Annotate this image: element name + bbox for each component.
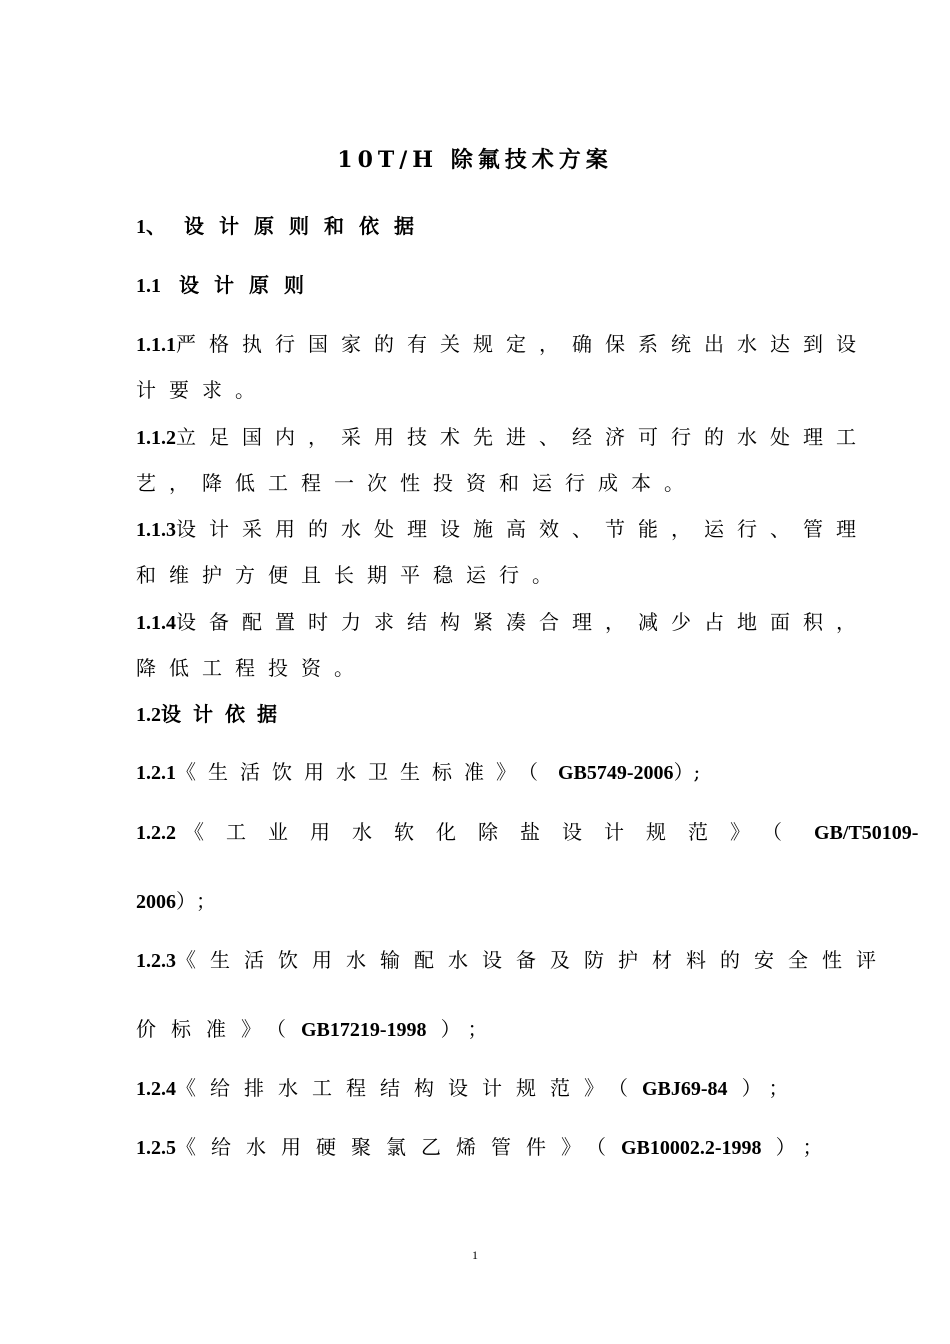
section-1-2-title: 设计依据 <box>161 702 289 726</box>
reference-1-text: 《生活饮用水卫生标准》（ <box>176 760 550 784</box>
reference-4-code: GBJ69-84 <box>642 1078 728 1100</box>
principle-2-text-1: 立足国内，采用技术先进、经济可行的水处理工 <box>176 425 869 449</box>
document-title: 10T/H 除氟技术方案 <box>337 147 613 173</box>
reference-2 <box>136 817 918 848</box>
principle-2-line-2 <box>136 468 697 498</box>
principle-1-text-1: 严格执行国家的有关规定，确保系统出水达到设 <box>176 332 869 356</box>
reference-3-end: ）； <box>440 1017 505 1041</box>
section-1-title: 设计原则和依据 <box>184 214 429 238</box>
reference-2-number: 1.2.2 <box>136 822 176 844</box>
section-1-2-number: 1.2 <box>136 704 161 726</box>
section-1-1-title: 设计原则 <box>179 273 319 297</box>
reference-3-code: GB17219-1998 <box>301 1019 427 1041</box>
reference-1-number: 1.2.1 <box>136 762 176 784</box>
principle-4-text-1: 设备配置时力求结构紧凑合理，减少占地面积， <box>176 610 869 634</box>
reference-1-end: ）; <box>673 760 701 784</box>
principle-4-text-2: 降低工程投资。 <box>136 656 367 680</box>
principle-2-line-1 <box>136 422 869 453</box>
reference-3-number: 1.2.3 <box>136 950 176 972</box>
reference-3-continued <box>136 1014 505 1045</box>
reference-4-text: 《给排水工程结构设计规范》（ <box>176 1076 642 1100</box>
principle-3-text-1: 设计采用的水处理设施高效、节能，运行、管理 <box>176 517 869 541</box>
principle-1-number: 1.1.1 <box>136 334 176 356</box>
principle-4-line-1 <box>136 607 869 638</box>
principle-3-number: 1.1.3 <box>136 519 176 541</box>
reference-2-text: 《工业用水软化除盐设计规范》（ <box>184 820 804 844</box>
reference-4-end: ）； <box>741 1076 806 1100</box>
reference-3 <box>136 945 890 976</box>
principle-1-line-2 <box>136 375 268 405</box>
section-1-2-heading <box>136 699 289 730</box>
principle-3-text-2: 和维护方便且长期平稳运行。 <box>136 563 565 587</box>
reference-2-end: ）； <box>176 889 226 913</box>
reference-5-code: GB10002.2-1998 <box>621 1137 762 1159</box>
reference-2-continued <box>136 886 226 917</box>
reference-5-end: ）； <box>775 1135 840 1159</box>
reference-1-code: GB5749-2006 <box>558 762 674 784</box>
section-1-number: 1、 <box>136 216 166 238</box>
section-1-1-heading <box>136 270 319 301</box>
reference-1 <box>136 757 700 788</box>
principle-2-text-2: 艺，降低工程一次性投资和运行成本。 <box>136 471 697 495</box>
principle-2-number: 1.1.2 <box>136 427 176 449</box>
reference-2-code: GB/T50109- <box>814 822 919 844</box>
principle-1-text-2: 计要求。 <box>136 378 268 402</box>
reference-2-code-continued: 2006 <box>136 891 176 913</box>
principle-3-line-2 <box>136 560 565 590</box>
reference-5-number: 1.2.5 <box>136 1137 176 1159</box>
reference-5-text: 《给水用硬聚氯乙烯管件》（ <box>176 1135 621 1159</box>
principle-1-line-1 <box>136 329 869 360</box>
reference-4-number: 1.2.4 <box>136 1078 176 1100</box>
page-number: 1 <box>472 1248 478 1262</box>
reference-5 <box>136 1132 840 1163</box>
reference-3-text: 《生活饮用水输配水设备及防护材料的安全性评 <box>176 948 890 972</box>
principle-4-line-2 <box>136 653 367 683</box>
section-1-1-number: 1.1 <box>136 275 161 297</box>
reference-4 <box>136 1073 806 1104</box>
principle-4-number: 1.1.4 <box>136 612 176 634</box>
principle-3-line-1 <box>136 514 869 545</box>
section-1-heading <box>136 211 429 242</box>
reference-3-text-2: 价标准》（ <box>136 1017 301 1041</box>
